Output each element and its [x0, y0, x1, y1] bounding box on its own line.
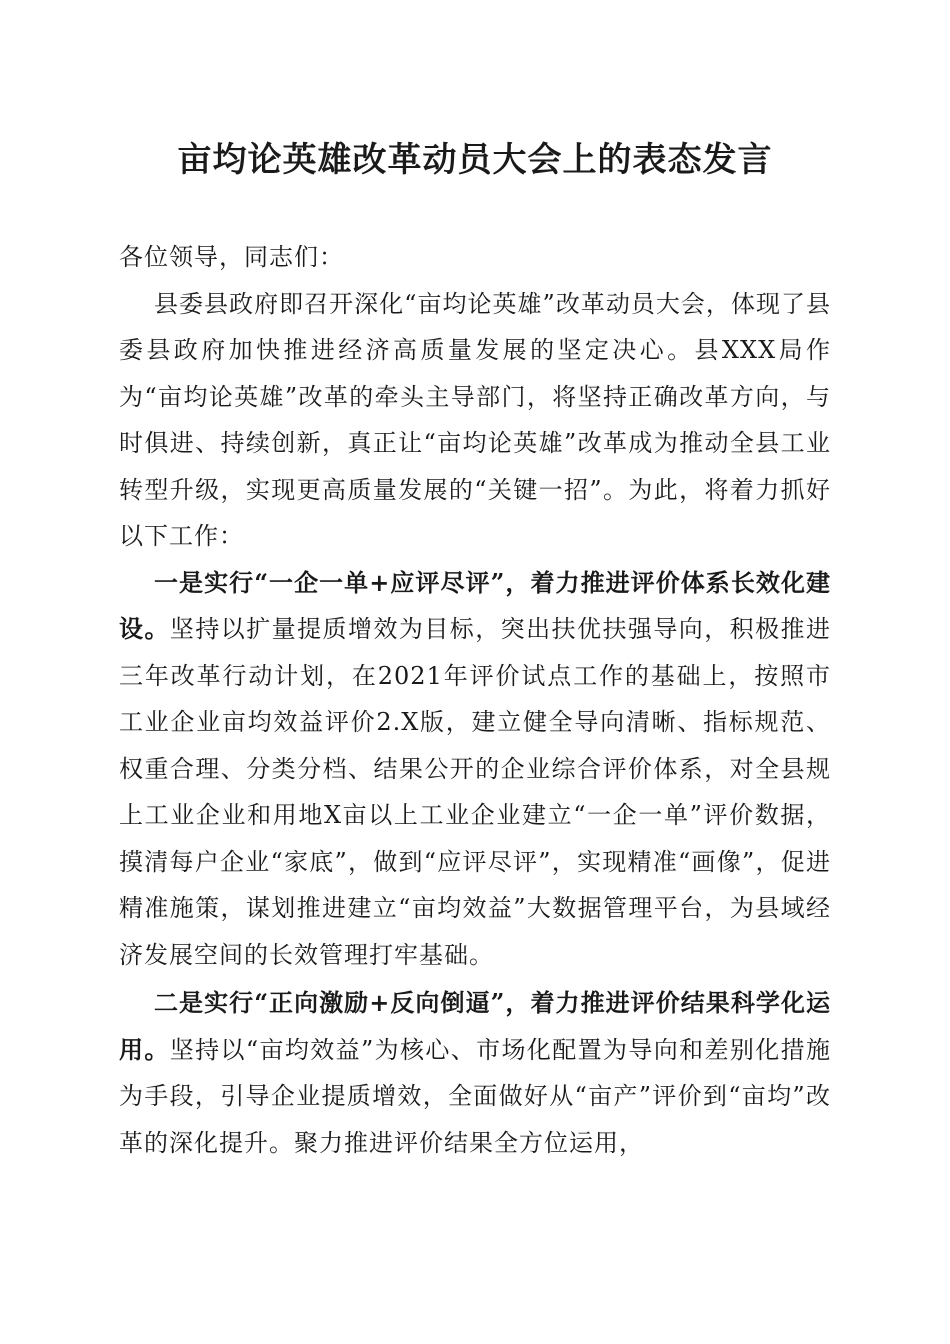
section-two-heading: 二是实行“正向激励+反向倒逼”，着力推进评价结果科学化运用。 — [119, 988, 831, 1064]
document-title: 亩均论英雄改革动员大会上的表态发言 — [177, 140, 773, 180]
document-body — [119, 234, 831, 1166]
section-one-text: 坚持以扩量提质增效为目标，突出扶优扶强导向，积极推进三年改革行动计划，在2021年评价试点工作的基础上，按照市工业企业亩均效益评价2.X版，建立健全导向清晰、指标规范、权重合理、分类分档、结果公开的企业综合评价体系，对全县规上工业企业和用地X亩以上工业企业建立“一企一单”评价数据，摸清每户企业“家底”，做到“应评尽评”，实现精准“画像”，促进精准施策，谋划推进建立“亩均效益”大数据管理平台，为县域经济发展空间的长效管理打牢基础。 — [119, 615, 831, 969]
section-one-paragraph — [119, 560, 831, 979]
section-two-paragraph — [119, 980, 831, 1166]
salutation: 各位领导，同志们： — [119, 243, 344, 271]
intro-paragraph: 县委县政府即召开深化“亩均论英雄”改革动员大会，体现了县委县政府加快推进经济高质量发展的坚定决心。县XXX局作为“亩均论英雄”改革的牵头主导部门，将坚持正确改革方向，与时俱进、持续创新，真正让“亩均论英雄”改革成为推动全县工业转型升级，实现更高质量发展的“关键一招”。为此，将着力抓好以下工作： — [119, 289, 831, 550]
section-two-text: 坚持以“亩均效益”为核心、市场化配置为导向和差别化措施为手段，引导企业提质增效，全面做好从“亩产”评价到“亩均”改革的深化提升。聚力推进评价结果全方位运用， — [119, 1035, 831, 1157]
section-one-heading: 一是实行“一企一单+应评尽评”，着力推进评价体系长效化建设。 — [119, 567, 831, 643]
